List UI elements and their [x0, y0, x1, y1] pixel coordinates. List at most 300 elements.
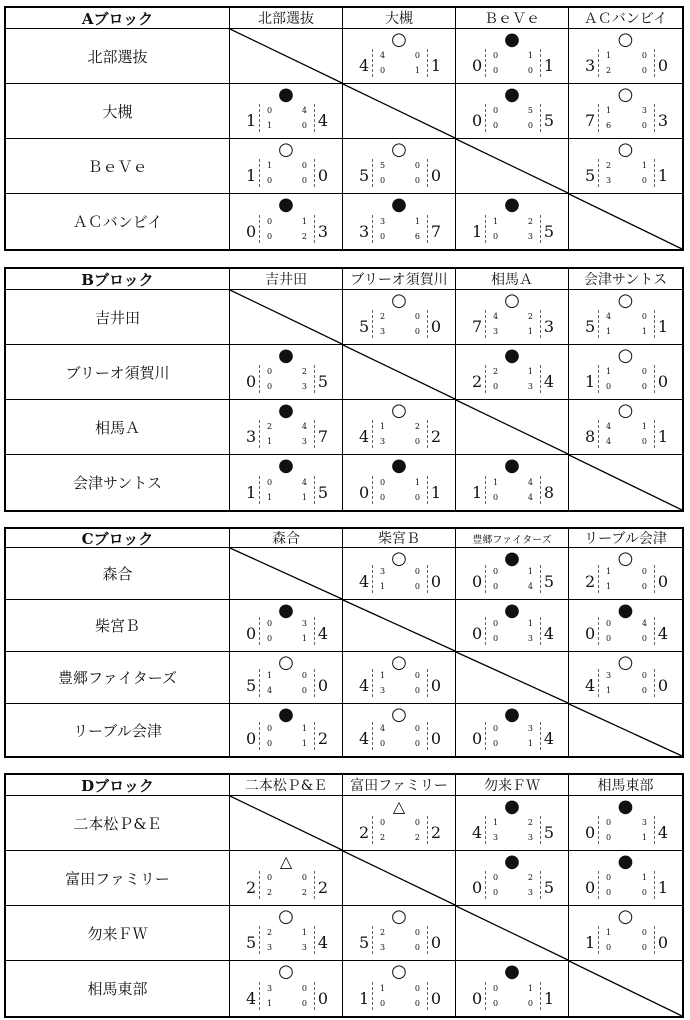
- divider-right: [654, 926, 655, 954]
- divider-right: [427, 565, 428, 593]
- score-away: 0: [657, 372, 668, 391]
- score-home: 0: [585, 878, 596, 897]
- divider-left: [485, 49, 486, 77]
- half2-home: 0: [493, 493, 499, 502]
- score-home: 1: [246, 166, 257, 185]
- divider-left: [372, 215, 373, 243]
- match-result: [569, 851, 682, 906]
- result-body: [343, 548, 455, 599]
- half1-home: 4: [606, 422, 612, 431]
- half1-away: 2: [527, 217, 533, 226]
- row-header-team: ＡＣバンビイ: [6, 194, 230, 249]
- match-result: [343, 455, 456, 510]
- row-header-team: 勿来ＦＷ: [6, 906, 230, 961]
- diagonal-line: [230, 796, 342, 850]
- half2-home: 0: [267, 634, 273, 643]
- column-header-team: ブリーオ須賀川: [343, 269, 456, 290]
- half2-home: 4: [267, 686, 273, 695]
- result-body: [230, 600, 342, 651]
- match-result: [569, 290, 682, 345]
- column-header-team: 勿来ＦＷ: [456, 775, 569, 796]
- divider-left: [598, 669, 599, 697]
- half2-home: 0: [493, 888, 499, 897]
- score-home: 0: [472, 878, 483, 897]
- half1-away: 4: [301, 422, 307, 431]
- result-body: [569, 851, 682, 905]
- half1-home: 0: [493, 984, 499, 993]
- row-header-team: 二本松Ｐ&Ｅ: [6, 796, 230, 851]
- match-result: [343, 290, 456, 345]
- row-header-team: 相馬東部: [6, 961, 230, 1016]
- diagonal-cell: [230, 29, 343, 84]
- score-home: 4: [246, 989, 257, 1008]
- half1-home: 0: [606, 873, 612, 882]
- half1-home: 0: [267, 478, 273, 487]
- diagonal-cell: [343, 345, 456, 400]
- divider-right: [540, 722, 541, 750]
- result-body: [230, 139, 342, 193]
- win-mark-icon: ○: [278, 961, 294, 982]
- score-home: 7: [472, 317, 483, 336]
- match-result: [456, 84, 569, 139]
- half2-away: 1: [301, 739, 307, 748]
- divider-left: [485, 365, 486, 393]
- divider-right: [427, 722, 428, 750]
- score-home: 0: [472, 572, 483, 591]
- diagonal-cell: [569, 194, 682, 249]
- half1-home: 0: [493, 619, 499, 628]
- half2-away: 0: [641, 888, 647, 897]
- half1-away: 0: [414, 818, 420, 827]
- win-mark-icon: ○: [617, 84, 634, 105]
- half1-home: 0: [493, 567, 499, 576]
- half2-away: 1: [527, 739, 533, 748]
- half1-home: 4: [380, 51, 386, 60]
- result-body: [343, 29, 455, 83]
- half1-away: 3: [641, 818, 647, 827]
- match-result: [230, 600, 343, 652]
- win-mark-icon: ○: [391, 652, 407, 673]
- score-away: 1: [657, 317, 668, 336]
- half1-home: 0: [493, 873, 499, 882]
- half1-away: 0: [641, 928, 647, 937]
- half1-away: 0: [414, 567, 420, 576]
- half2-away: 2: [414, 833, 420, 842]
- draw-mark-icon: △: [279, 852, 293, 871]
- half1-away: 1: [641, 161, 647, 170]
- win-mark-icon: ○: [617, 345, 634, 366]
- half2-home: 3: [380, 327, 386, 336]
- half2-home: 0: [493, 739, 499, 748]
- match-result: [569, 906, 682, 961]
- result-body: [569, 796, 682, 850]
- score-home: 2: [585, 572, 596, 591]
- loss-mark-icon: ●: [504, 84, 520, 105]
- half1-home: 2: [380, 928, 386, 937]
- half1-away: 0: [301, 984, 307, 993]
- half2-away: 0: [641, 66, 647, 75]
- diagonal-line: [230, 29, 342, 83]
- half2-home: 1: [606, 327, 612, 336]
- diagonal-cell: [569, 455, 682, 510]
- diagonal-line: [569, 704, 682, 756]
- win-mark-icon: ○: [391, 961, 407, 982]
- divider-left: [485, 476, 486, 504]
- win-mark-icon: ○: [617, 139, 634, 160]
- loss-mark-icon: ●: [617, 796, 634, 817]
- win-mark-icon: ○: [617, 548, 634, 569]
- score-away: 5: [543, 878, 554, 897]
- divider-right: [654, 159, 655, 187]
- score-home: 0: [246, 729, 257, 748]
- divider-right: [540, 104, 541, 132]
- match-result: [456, 704, 569, 756]
- half1-away: 0: [641, 312, 647, 321]
- result-body: [569, 29, 682, 83]
- half2-home: 0: [380, 66, 386, 75]
- loss-mark-icon: ●: [504, 704, 520, 725]
- half1-home: 0: [267, 106, 273, 115]
- diagonal-line: [343, 84, 455, 138]
- half1-away: 3: [641, 106, 647, 115]
- score-away: 4: [543, 729, 554, 748]
- score-home: 5: [359, 933, 370, 952]
- divider-right: [654, 104, 655, 132]
- result-body: [456, 455, 568, 510]
- row-header-team: リーブル会津: [6, 704, 230, 756]
- half2-away: 0: [414, 176, 420, 185]
- divider-right: [427, 816, 428, 844]
- half1-home: 5: [380, 161, 386, 170]
- half1-home: 1: [606, 106, 612, 115]
- half1-home: 1: [493, 478, 499, 487]
- half1-away: 1: [301, 217, 307, 226]
- loss-mark-icon: ●: [617, 851, 634, 872]
- loss-mark-icon: ●: [504, 600, 520, 621]
- column-header-team: 二本松Ｐ&Ｅ: [230, 775, 343, 796]
- half2-away: 0: [527, 999, 533, 1008]
- block-grid: [6, 529, 682, 756]
- match-result: [456, 194, 569, 249]
- half1-home: 2: [380, 312, 386, 321]
- diagonal-line: [569, 455, 682, 510]
- half2-home: 1: [267, 437, 273, 446]
- block-table-d: [4, 773, 684, 1018]
- divider-right: [314, 926, 315, 954]
- score-home: 4: [359, 56, 370, 75]
- diagonal-cell: [230, 290, 343, 345]
- half1-home: 0: [493, 724, 499, 733]
- score-away: 2: [317, 729, 328, 748]
- divider-left: [259, 215, 260, 243]
- divider-right: [540, 617, 541, 645]
- half2-away: 0: [641, 176, 647, 185]
- half2-home: 0: [606, 943, 612, 952]
- half2-home: 0: [606, 634, 612, 643]
- divider-right: [314, 669, 315, 697]
- half1-home: 0: [267, 619, 273, 628]
- score-home: 4: [359, 729, 370, 748]
- score-away: 0: [430, 729, 441, 748]
- half2-away: 1: [641, 833, 647, 842]
- half1-away: 4: [527, 478, 533, 487]
- score-home: 5: [359, 317, 370, 336]
- divider-right: [314, 104, 315, 132]
- divider-right: [427, 982, 428, 1010]
- divider-right: [427, 476, 428, 504]
- result-body: [230, 84, 342, 138]
- score-away: 4: [317, 933, 328, 952]
- row-header-team: 会津サントス: [6, 455, 230, 510]
- half1-away: 2: [527, 312, 533, 321]
- win-mark-icon: ○: [278, 906, 294, 927]
- diagonal-line: [569, 961, 682, 1016]
- half2-home: 0: [493, 232, 499, 241]
- half1-home: 3: [606, 671, 612, 680]
- score-home: 0: [359, 483, 370, 502]
- match-result: [456, 455, 569, 510]
- half2-home: 0: [493, 582, 499, 591]
- divider-left: [259, 722, 260, 750]
- half1-home: 3: [380, 567, 386, 576]
- half2-away: 3: [301, 943, 307, 952]
- result-body: [569, 345, 682, 399]
- half1-home: 1: [606, 367, 612, 376]
- half2-away: 0: [641, 634, 647, 643]
- half2-away: 0: [301, 121, 307, 130]
- block-table-c: [4, 527, 684, 758]
- half1-away: 1: [527, 567, 533, 576]
- half2-away: 3: [527, 232, 533, 241]
- half1-home: 4: [493, 312, 499, 321]
- block-grid: [6, 775, 682, 1016]
- half1-away: 1: [301, 928, 307, 937]
- diagonal-cell: [343, 84, 456, 139]
- block-title: Dブロック: [6, 775, 230, 796]
- half1-away: 0: [414, 671, 420, 680]
- score-away: 5: [543, 823, 554, 842]
- result-body: [343, 906, 455, 960]
- half1-away: 2: [301, 367, 307, 376]
- score-away: 4: [317, 624, 328, 643]
- half2-away: 3: [301, 437, 307, 446]
- half1-away: 3: [527, 724, 533, 733]
- half1-home: 1: [380, 671, 386, 680]
- half2-home: 1: [606, 686, 612, 695]
- score-home: 0: [246, 624, 257, 643]
- half2-home: 2: [267, 888, 273, 897]
- half1-away: 1: [641, 873, 647, 882]
- divider-left: [372, 476, 373, 504]
- win-mark-icon: ○: [391, 704, 407, 725]
- diagonal-line: [456, 652, 568, 703]
- match-result: [343, 194, 456, 249]
- score-home: 1: [246, 483, 257, 502]
- match-result: [569, 796, 682, 851]
- half2-home: 3: [493, 327, 499, 336]
- match-result: [230, 345, 343, 400]
- half2-away: 0: [641, 437, 647, 446]
- match-result: [569, 652, 682, 704]
- half2-away: 0: [301, 176, 307, 185]
- score-away: 5: [543, 111, 554, 130]
- half2-home: 1: [606, 582, 612, 591]
- score-away: 1: [430, 56, 441, 75]
- diagonal-cell: [569, 704, 682, 756]
- score-home: 5: [359, 166, 370, 185]
- divider-right: [427, 215, 428, 243]
- divider-left: [259, 617, 260, 645]
- half1-home: 1: [267, 161, 273, 170]
- match-result: [456, 29, 569, 84]
- score-home: 4: [472, 823, 483, 842]
- half1-away: 4: [301, 478, 307, 487]
- divider-right: [427, 420, 428, 448]
- match-result: [569, 84, 682, 139]
- divider-right: [314, 476, 315, 504]
- half1-home: 0: [267, 217, 273, 226]
- half2-home: 3: [493, 833, 499, 842]
- score-away: 0: [657, 572, 668, 591]
- half1-home: 3: [380, 217, 386, 226]
- half2-away: 1: [414, 66, 420, 75]
- result-body: [456, 851, 568, 905]
- score-home: 4: [359, 427, 370, 446]
- match-result: [569, 548, 682, 600]
- divider-left: [598, 565, 599, 593]
- half1-away: 2: [527, 873, 533, 882]
- loss-mark-icon: ●: [278, 455, 294, 476]
- half1-away: 1: [414, 478, 420, 487]
- row-header-team: 柴宮Ｂ: [6, 600, 230, 652]
- score-home: 5: [585, 166, 596, 185]
- win-mark-icon: ○: [617, 400, 634, 421]
- half2-home: 4: [606, 437, 612, 446]
- loss-mark-icon: ●: [504, 851, 520, 872]
- result-body: [456, 84, 568, 138]
- half2-home: 0: [606, 382, 612, 391]
- half1-away: 1: [527, 367, 533, 376]
- score-away: 1: [430, 483, 441, 502]
- half2-away: 6: [414, 232, 420, 241]
- half2-away: 3: [527, 888, 533, 897]
- half1-home: 0: [493, 106, 499, 115]
- loss-mark-icon: ●: [504, 194, 520, 215]
- result-body: [569, 139, 682, 193]
- column-header-team: ＢｅＶｅ: [456, 8, 569, 29]
- match-result: [456, 345, 569, 400]
- half1-away: 0: [414, 724, 420, 733]
- half2-home: 2: [606, 66, 612, 75]
- divider-left: [372, 565, 373, 593]
- divider-left: [259, 476, 260, 504]
- row-header-team: 森合: [6, 548, 230, 600]
- score-home: 0: [472, 56, 483, 75]
- divider-left: [259, 159, 260, 187]
- score-away: 8: [543, 483, 554, 502]
- diagonal-cell: [343, 600, 456, 652]
- diagonal-cell: [456, 400, 569, 455]
- half2-away: 0: [641, 382, 647, 391]
- loss-mark-icon: ●: [391, 194, 407, 215]
- loss-mark-icon: ●: [391, 455, 407, 476]
- half2-home: 0: [380, 176, 386, 185]
- divider-left: [598, 365, 599, 393]
- result-body: [456, 796, 568, 850]
- half1-away: 0: [641, 367, 647, 376]
- loss-mark-icon: ●: [278, 600, 294, 621]
- half1-home: 4: [606, 312, 612, 321]
- half1-home: 1: [606, 928, 612, 937]
- diagonal-line: [569, 194, 682, 249]
- divider-left: [372, 310, 373, 338]
- divider-left: [598, 49, 599, 77]
- score-home: 0: [472, 624, 483, 643]
- divider-right: [427, 669, 428, 697]
- loss-mark-icon: ●: [617, 600, 634, 621]
- column-header-team: 森合: [230, 529, 343, 548]
- column-header-team: 会津サントス: [569, 269, 682, 290]
- block-table-a: [4, 6, 684, 251]
- half1-home: 0: [493, 51, 499, 60]
- divider-right: [540, 49, 541, 77]
- half1-home: 0: [380, 818, 386, 827]
- half2-home: 0: [493, 634, 499, 643]
- score-home: 5: [585, 317, 596, 336]
- half2-away: 0: [527, 66, 533, 75]
- divider-right: [314, 420, 315, 448]
- half2-home: 3: [606, 176, 612, 185]
- diagonal-line: [343, 345, 455, 399]
- match-result: [569, 600, 682, 652]
- match-result: [456, 290, 569, 345]
- divider-left: [598, 310, 599, 338]
- loss-mark-icon: ●: [278, 400, 294, 421]
- half1-away: 2: [527, 818, 533, 827]
- match-result: [343, 906, 456, 961]
- score-home: 1: [585, 372, 596, 391]
- half1-home: 0: [267, 367, 273, 376]
- score-home: 1: [472, 222, 483, 241]
- result-body: [456, 548, 568, 599]
- divider-left: [485, 722, 486, 750]
- score-away: 3: [657, 111, 668, 130]
- block-grid: [6, 269, 682, 510]
- match-result: [456, 961, 569, 1016]
- score-away: 1: [543, 989, 554, 1008]
- half1-home: 1: [380, 984, 386, 993]
- divider-left: [485, 310, 486, 338]
- score-home: 4: [359, 676, 370, 695]
- divider-left: [372, 420, 373, 448]
- result-body: [456, 600, 568, 651]
- score-away: 4: [543, 372, 554, 391]
- half2-away: 3: [527, 634, 533, 643]
- result-body: [569, 400, 682, 454]
- match-result: [569, 139, 682, 194]
- score-away: 5: [543, 572, 554, 591]
- win-mark-icon: ○: [391, 906, 407, 927]
- half2-away: 1: [641, 327, 647, 336]
- divider-right: [427, 159, 428, 187]
- score-away: 7: [430, 222, 441, 241]
- half2-away: 0: [414, 327, 420, 336]
- result-body: [569, 600, 682, 651]
- column-header-team: 柴宮Ｂ: [343, 529, 456, 548]
- divider-left: [485, 617, 486, 645]
- diagonal-line: [343, 600, 455, 651]
- half2-home: 3: [267, 943, 273, 952]
